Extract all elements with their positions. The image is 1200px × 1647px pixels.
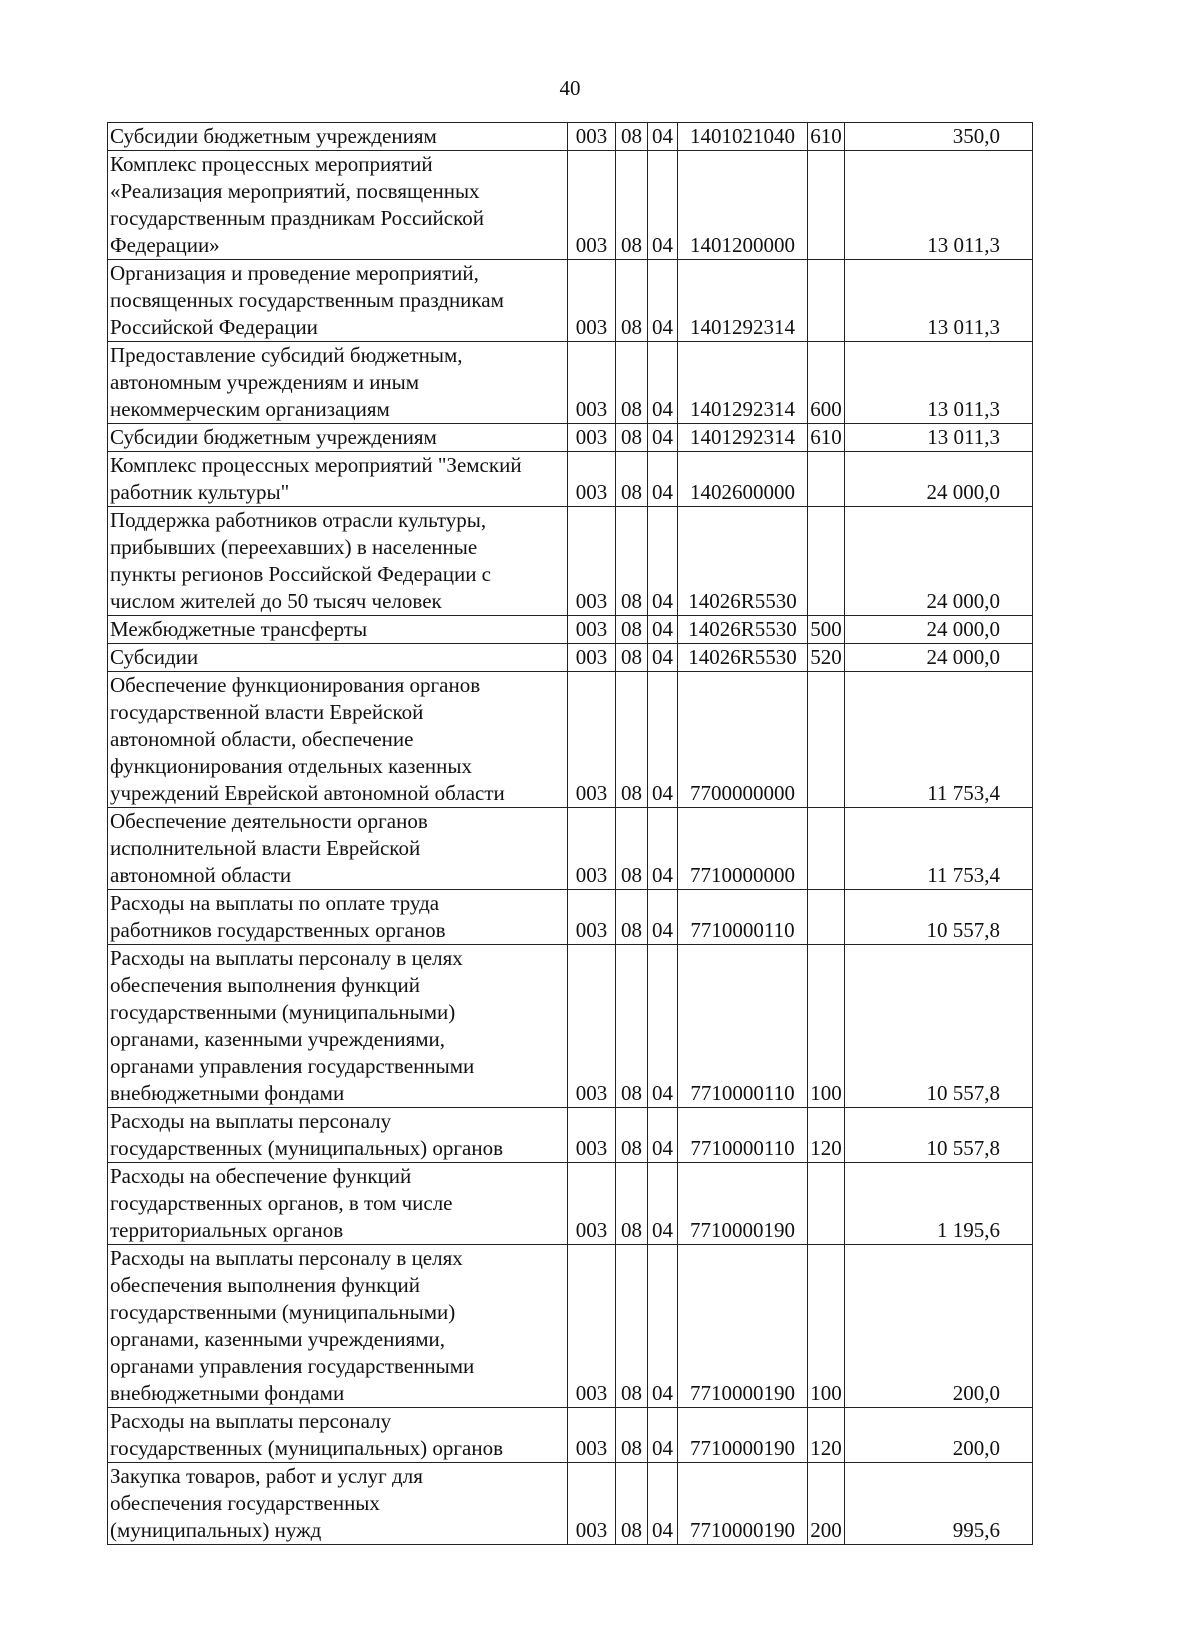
table-row bbox=[108, 890, 1033, 945]
table-row bbox=[108, 342, 1033, 424]
table-row bbox=[108, 452, 1033, 507]
target-article-cell: 7700000000 bbox=[678, 672, 808, 808]
section-code-cell: 08 bbox=[616, 123, 648, 151]
target-article-cell: 7710000110 bbox=[678, 945, 808, 1108]
expense-type-cell: 610 bbox=[808, 123, 845, 151]
expense-type-cell: 120 bbox=[808, 1408, 845, 1463]
table-row bbox=[108, 1163, 1033, 1245]
ministry-code-cell: 003 bbox=[568, 616, 616, 644]
amount-cell: 24 000,0 bbox=[845, 507, 1033, 616]
expense-name-cell: Обеспечение функционирования органов государственной власти Еврейской автономной области, обеспечение функционирования отдельных казенных учреждений Еврейской автономной области bbox=[108, 672, 568, 808]
ministry-code-cell: 003 bbox=[568, 945, 616, 1108]
section-code-cell: 08 bbox=[616, 890, 648, 945]
expense-type-cell: 100 bbox=[808, 1245, 845, 1408]
amount-cell: 11 753,4 bbox=[845, 808, 1033, 890]
amount-cell: 24 000,0 bbox=[845, 616, 1033, 644]
section-code-cell: 08 bbox=[616, 672, 648, 808]
table-row bbox=[108, 1408, 1033, 1463]
expense-type-cell bbox=[808, 808, 845, 890]
target-article-cell: 14026R5530 bbox=[678, 616, 808, 644]
expense-name-cell: Расходы на выплаты персоналу государственных (муниципальных) органов bbox=[108, 1108, 568, 1163]
target-article-cell: 1401021040 bbox=[678, 123, 808, 151]
subsection-code-cell: 04 bbox=[648, 1245, 678, 1408]
section-code-cell: 08 bbox=[616, 507, 648, 616]
ministry-code-cell: 003 bbox=[568, 507, 616, 616]
expense-name-cell: Субсидии bbox=[108, 644, 568, 672]
expense-name-cell: Субсидии бюджетным учреждениям bbox=[108, 123, 568, 151]
table-row bbox=[108, 616, 1033, 644]
target-article-cell: 7710000110 bbox=[678, 1108, 808, 1163]
ministry-code-cell: 003 bbox=[568, 1463, 616, 1545]
budget-table bbox=[107, 122, 1033, 1545]
table-row bbox=[108, 1463, 1033, 1545]
section-code-cell: 08 bbox=[616, 1108, 648, 1163]
expense-type-cell bbox=[808, 452, 845, 507]
expense-type-cell bbox=[808, 672, 845, 808]
target-article-cell: 1401292314 bbox=[678, 424, 808, 452]
expense-name-cell: Расходы на выплаты по оплате труда работников государственных органов bbox=[108, 890, 568, 945]
subsection-code-cell: 04 bbox=[648, 1463, 678, 1545]
table-row bbox=[108, 644, 1033, 672]
target-article-cell: 7710000190 bbox=[678, 1245, 808, 1408]
page-number: 40 bbox=[559, 76, 581, 100]
amount-cell: 13 011,3 bbox=[845, 424, 1033, 452]
table-row bbox=[108, 1245, 1033, 1408]
section-code-cell: 08 bbox=[616, 808, 648, 890]
ministry-code-cell: 003 bbox=[568, 1108, 616, 1163]
subsection-code-cell: 04 bbox=[648, 151, 678, 260]
subsection-code-cell: 04 bbox=[648, 260, 678, 342]
ministry-code-cell: 003 bbox=[568, 123, 616, 151]
section-code-cell: 08 bbox=[616, 1245, 648, 1408]
table-row bbox=[108, 945, 1033, 1108]
target-article-cell: 7710000190 bbox=[678, 1408, 808, 1463]
section-code-cell: 08 bbox=[616, 644, 648, 672]
ministry-code-cell: 003 bbox=[568, 424, 616, 452]
expense-type-cell bbox=[808, 1163, 845, 1245]
target-article-cell: 7710000000 bbox=[678, 808, 808, 890]
expense-name-cell: Обеспечение деятельности органов исполнительной власти Еврейской автономной области bbox=[108, 808, 568, 890]
ministry-code-cell: 003 bbox=[568, 1245, 616, 1408]
amount-cell: 10 557,8 bbox=[845, 890, 1033, 945]
amount-cell: 350,0 bbox=[845, 123, 1033, 151]
expense-type-cell: 500 bbox=[808, 616, 845, 644]
target-article-cell: 1402600000 bbox=[678, 452, 808, 507]
table-row bbox=[108, 1108, 1033, 1163]
table-row bbox=[108, 260, 1033, 342]
amount-cell: 24 000,0 bbox=[845, 644, 1033, 672]
subsection-code-cell: 04 bbox=[648, 672, 678, 808]
expense-name-cell: Предоставление субсидий бюджетным, автономным учреждениям и иным некоммерческим организациям bbox=[108, 342, 568, 424]
expense-name-cell: Закупка товаров, работ и услуг для обеспечения государственных (муниципальных) нужд bbox=[108, 1463, 568, 1545]
amount-cell: 10 557,8 bbox=[845, 945, 1033, 1108]
expense-name-cell: Расходы на выплаты персоналу в целях обеспечения выполнения функций государственными (муниципальными) органами, казенными учреждениями, органами управления государственными внебюджетными фондами bbox=[108, 1245, 568, 1408]
expense-type-cell bbox=[808, 151, 845, 260]
table-row bbox=[108, 424, 1033, 452]
expense-name-cell: Поддержка работников отрасли культуры, прибывших (переехавших) в населенные пункты регионов Российской Федерации с числом жителей до 50 тысяч человек bbox=[108, 507, 568, 616]
ministry-code-cell: 003 bbox=[568, 890, 616, 945]
ministry-code-cell: 003 bbox=[568, 260, 616, 342]
expense-name-cell: Организация и проведение мероприятий, посвященных государственным праздникам Российской Федерации bbox=[108, 260, 568, 342]
ministry-code-cell: 003 bbox=[568, 1163, 616, 1245]
table-body bbox=[108, 123, 1033, 1545]
section-code-cell: 08 bbox=[616, 1408, 648, 1463]
expense-type-cell bbox=[808, 260, 845, 342]
amount-cell: 995,6 bbox=[845, 1463, 1033, 1545]
subsection-code-cell: 04 bbox=[648, 1108, 678, 1163]
table-row bbox=[108, 151, 1033, 260]
amount-cell: 200,0 bbox=[845, 1245, 1033, 1408]
subsection-code-cell: 04 bbox=[648, 1163, 678, 1245]
target-article-cell: 1401200000 bbox=[678, 151, 808, 260]
ministry-code-cell: 003 bbox=[568, 151, 616, 260]
subsection-code-cell: 04 bbox=[648, 123, 678, 151]
subsection-code-cell: 04 bbox=[648, 808, 678, 890]
section-code-cell: 08 bbox=[616, 1163, 648, 1245]
expense-name-cell: Расходы на выплаты персоналу государственных (муниципальных) органов bbox=[108, 1408, 568, 1463]
subsection-code-cell: 04 bbox=[648, 616, 678, 644]
target-article-cell: 14026R5530 bbox=[678, 644, 808, 672]
ministry-code-cell: 003 bbox=[568, 808, 616, 890]
amount-cell: 13 011,3 bbox=[845, 151, 1033, 260]
expense-type-cell bbox=[808, 507, 845, 616]
expense-name-cell: Расходы на выплаты персоналу в целях обеспечения выполнения функций государственными (муниципальными) органами, казенными учреждениями, органами управления государственными внебюджетными фондами bbox=[108, 945, 568, 1108]
section-code-cell: 08 bbox=[616, 945, 648, 1108]
expense-type-cell: 120 bbox=[808, 1108, 845, 1163]
expense-name-cell: Межбюджетные трансферты bbox=[108, 616, 568, 644]
target-article-cell: 1401292314 bbox=[678, 260, 808, 342]
amount-cell: 24 000,0 bbox=[845, 452, 1033, 507]
table-row bbox=[108, 808, 1033, 890]
target-article-cell: 7710000190 bbox=[678, 1163, 808, 1245]
section-code-cell: 08 bbox=[616, 342, 648, 424]
target-article-cell: 7710000110 bbox=[678, 890, 808, 945]
expense-type-cell: 600 bbox=[808, 342, 845, 424]
amount-cell: 200,0 bbox=[845, 1408, 1033, 1463]
expense-type-cell bbox=[808, 890, 845, 945]
expense-type-cell: 200 bbox=[808, 1463, 845, 1545]
subsection-code-cell: 04 bbox=[648, 452, 678, 507]
amount-cell: 1 195,6 bbox=[845, 1163, 1033, 1245]
subsection-code-cell: 04 bbox=[648, 424, 678, 452]
expense-type-cell: 100 bbox=[808, 945, 845, 1108]
expense-name-cell: Комплекс процессных мероприятий "Земский работник культуры" bbox=[108, 452, 568, 507]
section-code-cell: 08 bbox=[616, 452, 648, 507]
target-article-cell: 14026R5530 bbox=[678, 507, 808, 616]
ministry-code-cell: 003 bbox=[568, 1408, 616, 1463]
amount-cell: 10 557,8 bbox=[845, 1108, 1033, 1163]
expense-name-cell: Субсидии бюджетным учреждениям bbox=[108, 424, 568, 452]
subsection-code-cell: 04 bbox=[648, 890, 678, 945]
subsection-code-cell: 04 bbox=[648, 342, 678, 424]
ministry-code-cell: 003 bbox=[568, 644, 616, 672]
expense-name-cell: Комплекс процессных мероприятий «Реализация мероприятий, посвященных государственным праздникам Российской Федерации» bbox=[108, 151, 568, 260]
table-row bbox=[108, 507, 1033, 616]
section-code-cell: 08 bbox=[616, 424, 648, 452]
expense-type-cell: 610 bbox=[808, 424, 845, 452]
ministry-code-cell: 003 bbox=[568, 452, 616, 507]
subsection-code-cell: 04 bbox=[648, 644, 678, 672]
subsection-code-cell: 04 bbox=[648, 1408, 678, 1463]
section-code-cell: 08 bbox=[616, 260, 648, 342]
amount-cell: 11 753,4 bbox=[845, 672, 1033, 808]
subsection-code-cell: 04 bbox=[648, 507, 678, 616]
section-code-cell: 08 bbox=[616, 1463, 648, 1545]
expense-name-cell: Расходы на обеспечение функций государственных органов, в том числе территориальных органов bbox=[108, 1163, 568, 1245]
amount-cell: 13 011,3 bbox=[845, 260, 1033, 342]
subsection-code-cell: 04 bbox=[648, 945, 678, 1108]
ministry-code-cell: 003 bbox=[568, 342, 616, 424]
table-row bbox=[108, 123, 1033, 151]
section-code-cell: 08 bbox=[616, 151, 648, 260]
section-code-cell: 08 bbox=[616, 616, 648, 644]
table-row bbox=[108, 672, 1033, 808]
target-article-cell: 1401292314 bbox=[678, 342, 808, 424]
target-article-cell: 7710000190 bbox=[678, 1463, 808, 1545]
ministry-code-cell: 003 bbox=[568, 672, 616, 808]
expense-type-cell: 520 bbox=[808, 644, 845, 672]
amount-cell: 13 011,3 bbox=[845, 342, 1033, 424]
